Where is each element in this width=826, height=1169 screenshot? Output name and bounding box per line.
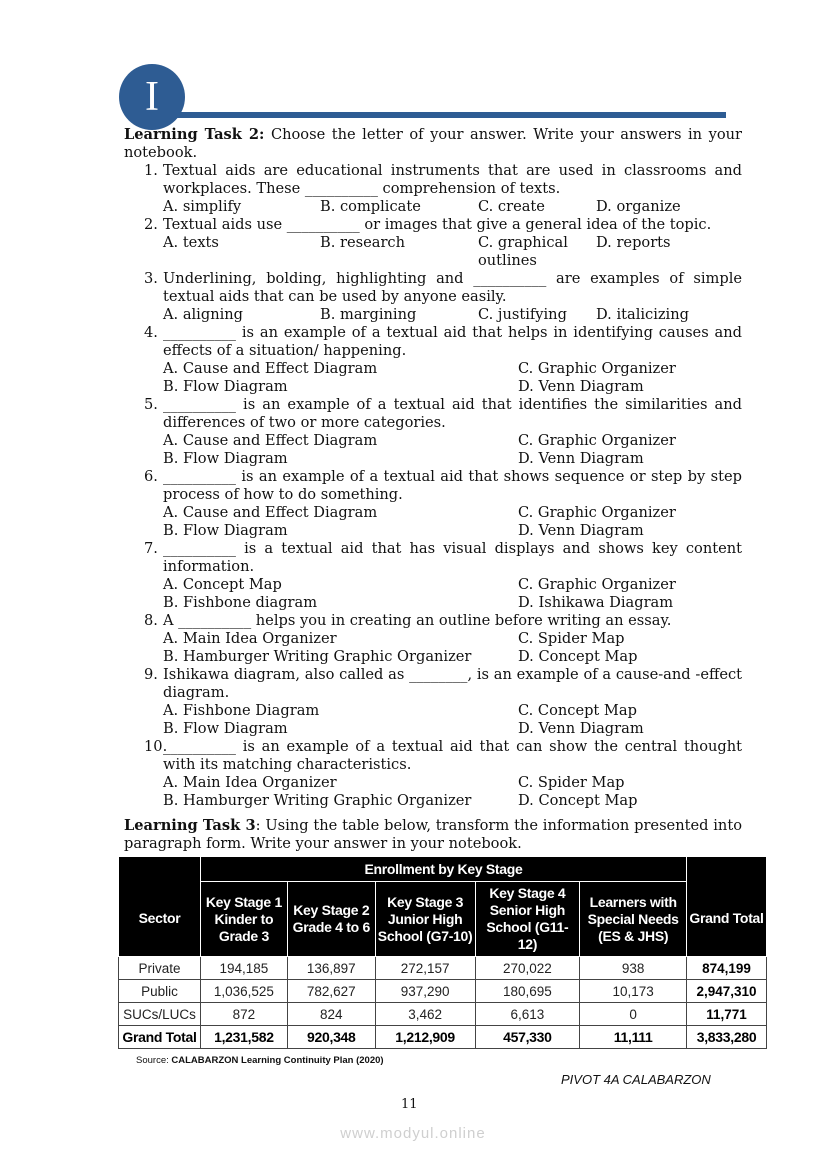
table-cell: 270,022 (475, 957, 580, 980)
table-cell: 180,695 (475, 980, 580, 1003)
answer-options (124, 504, 742, 522)
question-number: 5. (144, 396, 158, 413)
answer-option: B. Flow Diagram (163, 378, 288, 395)
answer-options (124, 648, 742, 666)
answer-option: D. Concept Map (518, 792, 638, 809)
question-text: Underlining, bolding, highlighting and __________ are examples of simple textual aids that can be used by anyone easily. (163, 270, 742, 305)
table-cell: 457,330 (475, 1026, 580, 1049)
answer-option: B. margining (320, 306, 417, 323)
question-number: 8. (144, 612, 158, 629)
question-number: 2. (144, 216, 158, 233)
column-header-row (119, 882, 767, 957)
answer-option: B. Flow Diagram (163, 450, 288, 467)
table-cell: 1,036,525 (200, 980, 287, 1003)
pivot-label: PIVOT 4A CALABARZON (561, 1072, 711, 1087)
answer-option: A. Cause and Effect Diagram (163, 432, 378, 449)
question-number: 1. (144, 162, 158, 179)
question-5 (124, 396, 742, 432)
question-number: 9. (144, 666, 158, 683)
table-corner-right (687, 857, 767, 882)
question-7 (124, 540, 742, 576)
answer-options (124, 792, 742, 810)
table-cell: 6,613 (475, 1003, 580, 1026)
question-number: 7. (144, 540, 158, 557)
question-2 (124, 216, 742, 234)
task2-title: Learning Task 2: (124, 126, 265, 143)
column-header: Key Stage 2 Grade 4 to 6 (287, 882, 375, 957)
answer-options (124, 774, 742, 792)
question-4 (124, 324, 742, 360)
row-label: SUCs/LUCs (119, 1003, 201, 1026)
column-header: Grand Total (687, 882, 767, 957)
answer-option: B. Fishbone diagram (163, 594, 318, 611)
table-cell: 872 (200, 1003, 287, 1026)
answer-option: C. Graphic Organizer (518, 504, 676, 521)
answer-option: D. reports (596, 234, 671, 251)
row-label: Grand Total (119, 1026, 201, 1049)
question-8 (124, 612, 742, 630)
answer-option: A. texts (163, 234, 219, 251)
learning-task-3 (124, 817, 742, 853)
answer-option: C. Graphic Organizer (518, 432, 676, 449)
answer-option: A. Main Idea Organizer (163, 774, 337, 791)
question-3 (124, 270, 742, 306)
answer-option: D. Venn Diagram (518, 720, 644, 737)
table-cell: 10,173 (580, 980, 687, 1003)
answer-option: C. Concept Map (518, 702, 637, 719)
page-number: 11 (401, 1097, 418, 1112)
table-cell: 3,462 (375, 1003, 475, 1026)
answer-option: B. complicate (320, 198, 421, 215)
learning-task-2 (124, 126, 742, 810)
column-header: Key Stage 3 Junior High School (G7-10) (375, 882, 475, 957)
answer-option: B. Hamburger Writing Graphic Organizer (163, 792, 472, 809)
table-cell: 874,199 (687, 957, 767, 980)
answer-option: D. Venn Diagram (518, 450, 644, 467)
question-text: Textual aids use __________ or images that give a general idea of the topic. (163, 216, 712, 233)
answer-options (124, 234, 742, 270)
answer-option: A. aligning (163, 306, 244, 323)
table-row (119, 1003, 767, 1026)
column-header: Sector (119, 882, 201, 957)
question-text: Textual aids are educational instruments that are used in classrooms and workplaces. These __________ comprehension of texts. (163, 162, 742, 197)
table-cell: 0 (580, 1003, 687, 1026)
answer-option: A. Cause and Effect Diagram (163, 360, 378, 377)
answer-option: B. research (320, 234, 405, 251)
table-cell: 782,627 (287, 980, 375, 1003)
table-cell: 824 (287, 1003, 375, 1026)
answer-options (124, 198, 742, 216)
table-row (119, 980, 767, 1003)
table-cell: 1,231,582 (200, 1026, 287, 1049)
answer-options (124, 378, 742, 396)
question-10 (124, 738, 742, 774)
answer-options (124, 360, 742, 378)
task2-intro (124, 126, 742, 162)
answer-option: A. simplify (163, 198, 242, 215)
table-cell: 272,157 (375, 957, 475, 980)
answer-option: A. Main Idea Organizer (163, 630, 337, 647)
answer-option: C. justifying (478, 306, 567, 323)
question-text: Ishikawa diagram, also called as ________, is an example of a cause-and -effect diagram. (163, 666, 742, 701)
group-header: Enrollment by Key Stage (200, 857, 686, 882)
question-text: __________ is an example of a textual aid that can show the central thought with its matching characteristics. (163, 738, 742, 773)
table-cell: 136,897 (287, 957, 375, 980)
question-number: 10. (144, 738, 168, 755)
answer-options (124, 306, 742, 324)
answer-option: A. Concept Map (163, 576, 282, 593)
answer-options (124, 522, 742, 540)
answer-options (124, 594, 742, 612)
question-text: __________ is a textual aid that has visual displays and shows key content information. (163, 540, 742, 575)
answer-options (124, 720, 742, 738)
source-value: CALABARZON Learning Continuity Plan (2020) (171, 1055, 384, 1066)
question-number: 6. (144, 468, 158, 485)
question-text: __________ is an example of a textual aid that helps in identifying causes and effects of a situation/ happening. (163, 324, 742, 359)
column-header: Learners with Special Needs (ES & JHS) (580, 882, 687, 957)
answer-options (124, 630, 742, 648)
table-row (119, 957, 767, 980)
table-cell: 3,833,280 (687, 1026, 767, 1049)
table-cell: 11,111 (580, 1026, 687, 1049)
table-cell: 194,185 (200, 957, 287, 980)
answer-option: A. Cause and Effect Diagram (163, 504, 378, 521)
question-list (124, 162, 742, 810)
table-cell: 1,212,909 (375, 1026, 475, 1049)
answer-option: D. italicizing (596, 306, 689, 323)
answer-options (124, 432, 742, 450)
question-number: 3. (144, 270, 158, 287)
answer-option: A. Fishbone Diagram (163, 702, 320, 719)
table-body (119, 957, 767, 1049)
column-header: Key Stage 4 Senior High School (G11-12) (475, 882, 580, 957)
task3-title: Learning Task 3 (124, 817, 256, 834)
row-label: Public (119, 980, 201, 1003)
answer-option: B. Flow Diagram (163, 522, 288, 539)
answer-options (124, 576, 742, 594)
question-number: 4. (144, 324, 158, 341)
watermark: www.modyul.online (340, 1125, 486, 1142)
table-cell: 938 (580, 957, 687, 980)
question-9 (124, 666, 742, 702)
answer-option: D. Concept Map (518, 648, 638, 665)
answer-option: D. organize (596, 198, 681, 215)
answer-option: C. Graphic Organizer (518, 576, 676, 593)
question-text: __________ is an example of a textual aid that shows sequence or step by step process of how to do something. (163, 468, 742, 503)
section-badge: I (119, 64, 185, 130)
table-corner (119, 857, 201, 882)
table-cell: 11,771 (687, 1003, 767, 1026)
question-6 (124, 468, 742, 504)
table-cell: 920,348 (287, 1026, 375, 1049)
answer-option: D. Venn Diagram (518, 522, 644, 539)
table-source (136, 1055, 384, 1066)
answer-option: C. graphical outlines (478, 234, 568, 269)
answer-option: B. Hamburger Writing Graphic Organizer (163, 648, 472, 665)
task3-instruction: : Using the table below, transform the information presented into paragraph form. Write your answer in your notebook. (124, 817, 742, 852)
row-label: Private (119, 957, 201, 980)
header-rule (168, 112, 726, 118)
answer-option: B. Flow Diagram (163, 720, 288, 737)
question-text: __________ is an example of a textual aid that identifies the similarities and differences of two or more categories. (163, 396, 742, 431)
enrollment-table (118, 856, 767, 1049)
grand-total-row (119, 1026, 767, 1049)
answer-option: C. create (478, 198, 545, 215)
question-text: A __________ helps you in creating an outline before writing an essay. (163, 612, 672, 629)
source-label: Source: (136, 1055, 172, 1066)
answer-options (124, 450, 742, 468)
table-cell: 2,947,310 (687, 980, 767, 1003)
answer-option: C. Spider Map (518, 630, 625, 647)
task2-instruction: Choose the letter of your answer. Write your answers in your notebook. (124, 126, 742, 161)
answer-option: C. Graphic Organizer (518, 360, 676, 377)
table-cell: 937,290 (375, 980, 475, 1003)
answer-option: D. Ishikawa Diagram (518, 594, 674, 611)
column-header: Key Stage 1 Kinder to Grade 3 (200, 882, 287, 957)
answer-option: D. Venn Diagram (518, 378, 644, 395)
question-1 (124, 162, 742, 198)
answer-options (124, 702, 742, 720)
answer-option: C. Spider Map (518, 774, 625, 791)
